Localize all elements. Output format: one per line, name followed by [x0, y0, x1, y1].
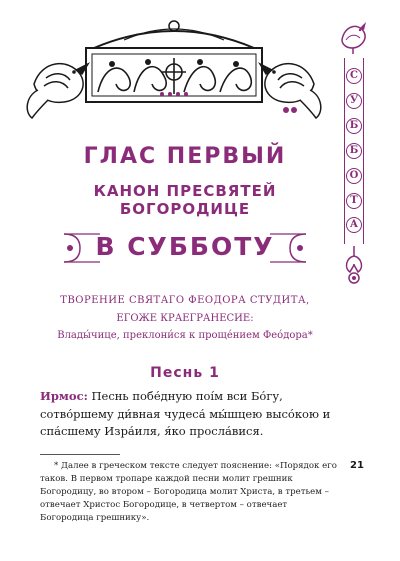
footnote-divider [40, 454, 120, 455]
dove-icon [338, 14, 368, 54]
author-line: ТВОРЕНИЕ СВЯТАГО ФЕОДОРА СТУДИТА, [60, 295, 310, 306]
tone-heading: ГЛАС ПЕРВЫЙ [83, 144, 287, 169]
margin-column [338, 14, 368, 284]
footnote: * Далее в греческом тексте следует пояснение: «Порядок его таков. В первом тропаре каждой песни молит грешник Богородицу, во втором – Богородица молит Христа, в третьем – отвечает Христос Богородице, в четвертом – отвечает Богородица грешнику». [40, 461, 337, 523]
page-number: 21 [350, 460, 364, 471]
song-heading: Песнь 1 [150, 365, 220, 381]
side-letter: Т [346, 193, 362, 209]
side-letter: Б [346, 118, 362, 134]
lily-icon [340, 246, 368, 286]
irmos-paragraph [40, 388, 340, 441]
irmos-text: Песнь побе́дную поі́м вси Бо́гу, сотво́ршему ди́вная чудеса́ мы́шцею высо́кою и спа́сшему Изра́иля, я́ко просла́вися. [40, 389, 331, 438]
canon-heading: КАНОН ПРЕСВЯТЕЙ БОГОРОДИЦЕ [93, 182, 277, 218]
side-letter: У [346, 93, 362, 109]
irmos-label: Ирмос: [40, 389, 88, 403]
side-letter: Б [346, 143, 362, 159]
side-letter: С [346, 68, 362, 84]
acrostic-label: ЕГОЖЕ КРАЕГРАНЕСИЕ: [116, 313, 254, 324]
flourish-icon [268, 228, 310, 268]
side-letter: О [346, 168, 362, 184]
side-letter: А [346, 217, 362, 233]
acrostic-text: Влады́чице, преклони́ся к проще́нием Фео́дора* [57, 330, 313, 341]
ornament-birds-icon [24, 14, 324, 124]
day-heading: В СУББОТУ [95, 232, 275, 261]
vertical-title [344, 58, 364, 244]
day-heading-block [60, 228, 310, 268]
